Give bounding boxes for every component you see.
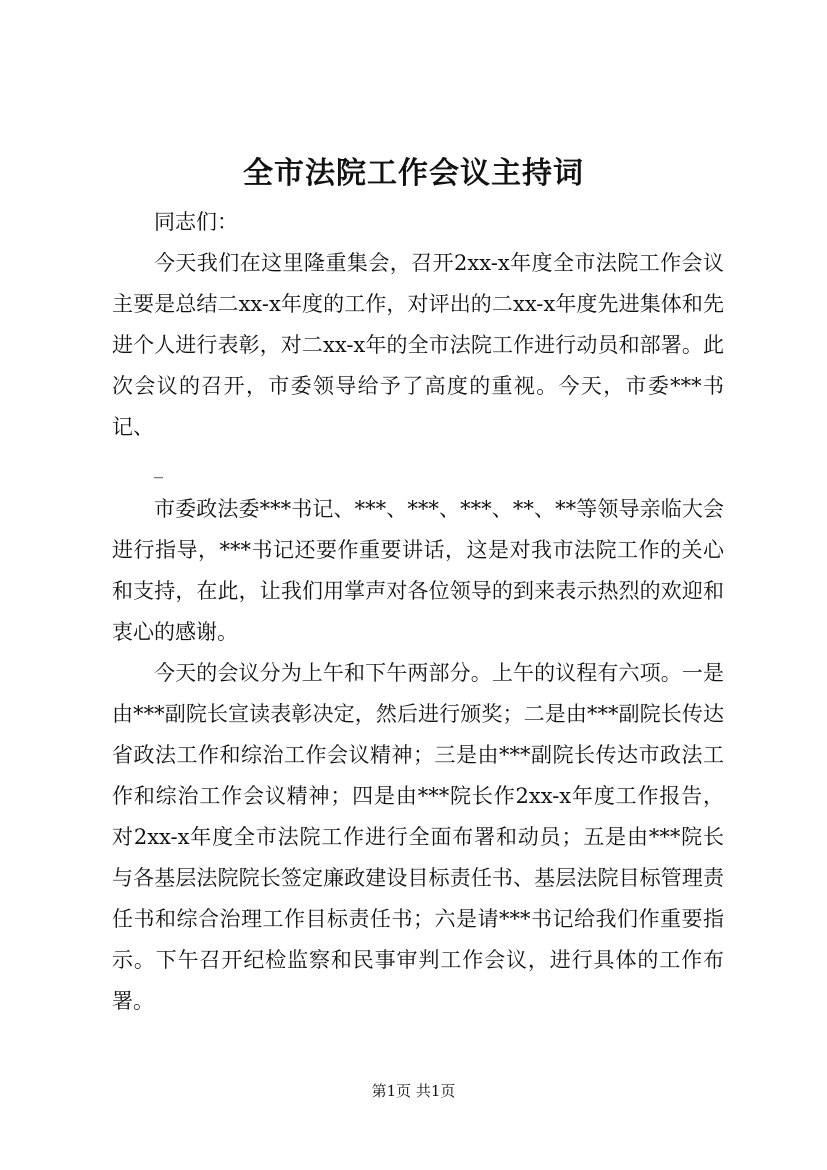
paragraph-leaders: 市委政法委***书记、***、***、***、**、**等领导亲临大会进行指导，***书记还要作重要讲话，这是对我市法院工作的关心和支持，在此，让我们用掌声对各位领导的到来表示热烈的欢迎和衷心的感谢。 (112, 497, 724, 644)
separator-mark: _ (154, 458, 163, 479)
paragraph-agenda: 今天的会议分为上午和下午两部分。上午的议程有六项。一是由***副院长宣读表彰决定，然后进行颁奖；二是由***副院长传达省政法工作和综治工作会议精神；三是由***副院长传达市政法工作和综治工作会议精神；四是由***院长作2xx-x年度工作报告，对2xx-x年度全市法院工作进行全面布署和动员；五是由***院长与各基层法院院长签定廉政建设目标责任书、基层法院目标管理责任书和综合治理工作目标责任书；六是请***书记给我们作重要指示。下午召开纪检监察和民事审判工作会议，进行具体的工作布署。 (112, 661, 724, 1013)
paragraph-opening: 今天我们在这里隆重集会，召开2xx-x年度全市法院工作会议主要是总结二xx-x年度的工作，对评出的二xx-x年度先进集体和先进个人进行表彰，对二xx-x年的全市法院工作进行动员和部署。此次会议的召开，市委领导给予了高度的重视。今天，市委***书记、 (112, 251, 724, 439)
document-body (112, 202, 724, 1022)
page-footer: 第1页 共1页 (371, 1082, 456, 1100)
document-title: 全市法院工作会议主持词 (243, 156, 584, 191)
salutation: 同志们： (154, 210, 238, 234)
